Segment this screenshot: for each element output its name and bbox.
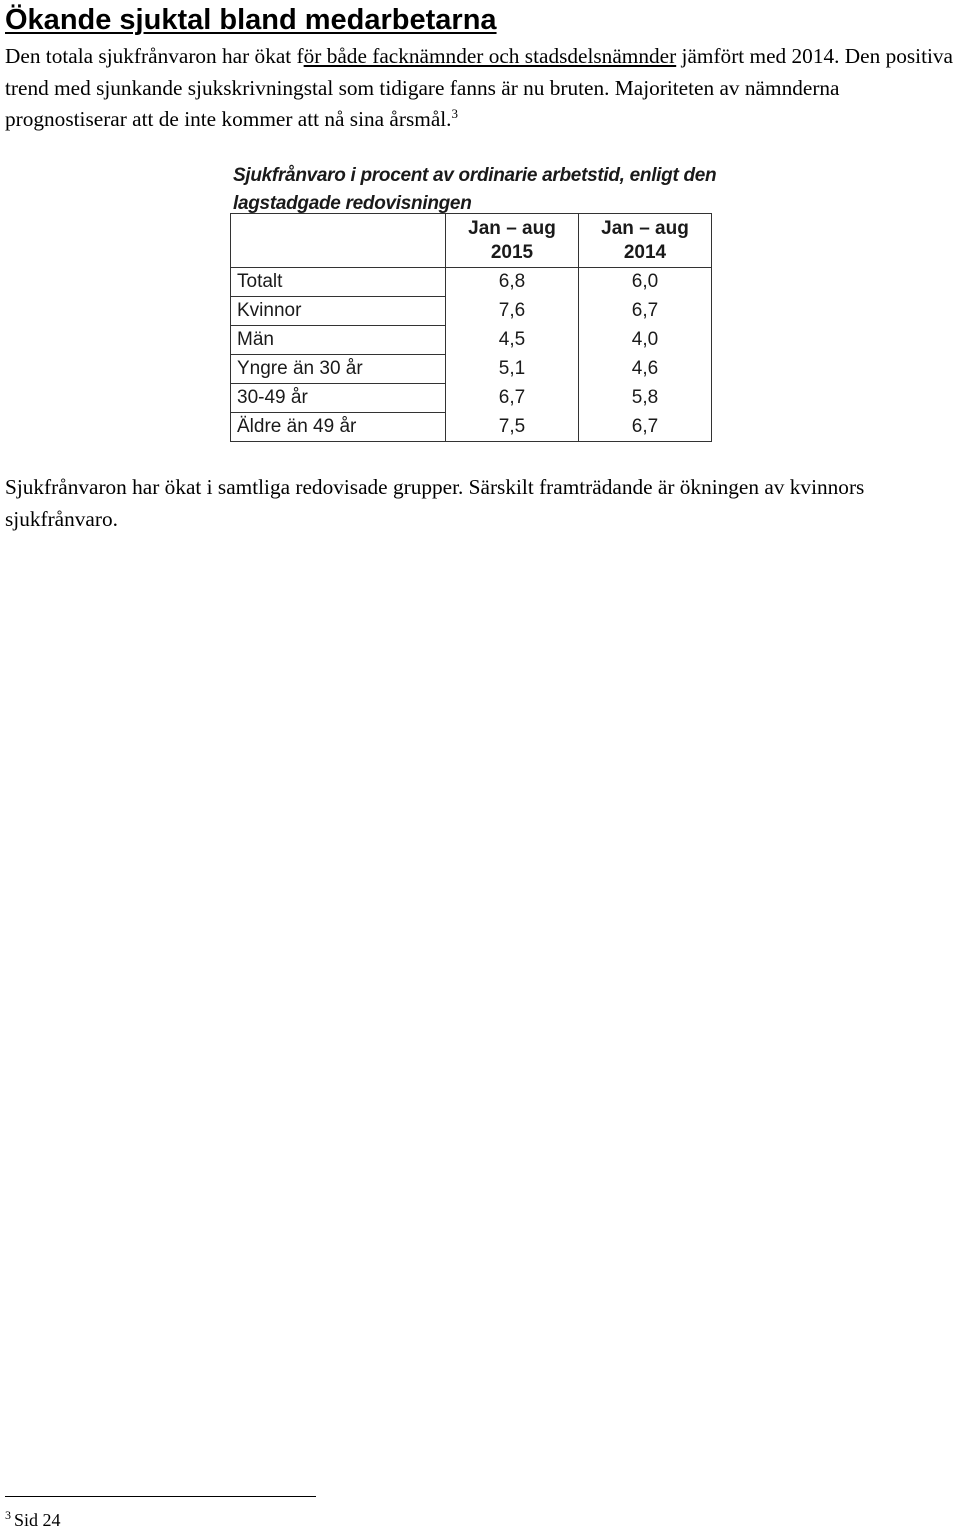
footnote-number: 3 [5,1508,11,1522]
row-label: 30-49 år [231,384,446,413]
value-2015: 5,1 [446,355,579,384]
header-empty-cell [231,214,446,268]
table-row [231,355,712,384]
header-col-2014-line1: Jan – aug [601,217,689,239]
footnote-text: Sid 24 [14,1510,61,1530]
value-2015: 6,8 [446,268,579,297]
footnote-divider [5,1496,316,1497]
header-col-2014-line2: 2014 [623,241,667,263]
table-row [231,413,712,442]
conclusion-paragraph: Sjukfrånvaron har ökat i samtliga redovisade grupper. Särskilt framträdande är ökningen av kvinnors sjukfrånvaro. [5,475,865,531]
table-header-row [231,214,712,268]
section-heading: Ökande sjuktal bland medarbetarna [5,4,497,36]
header-col-2015-line2: 2015 [490,241,534,263]
header-col-2015-line1: Jan – aug [468,217,556,239]
value-2014: 6,0 [579,268,712,297]
row-label: Äldre än 49 år [231,413,446,442]
row-label: Män [231,326,446,355]
value-2015: 4,5 [446,326,579,355]
intro-text-part2: jämfört med 2014. Den positiva trend med sjunkande sjukskrivningstal som tidigare fanns är nu bruten. Majoriteten av nämnderna prognostiserar att de inte kommer att nå sina årsmål. [5,44,954,131]
value-2014: 5,8 [579,384,712,413]
header-col-2014 [579,214,712,268]
value-2014: 4,0 [579,326,712,355]
intro-text-part1: Den totala sjukfrånvaron har ökat f [5,44,304,68]
sick-leave-table [230,213,712,442]
footnote [5,1508,61,1532]
table-title: Sjukfrånvaro i procent av ordinarie arbetstid, enligt den lagstadgade redovisningen [233,165,717,214]
table-row [231,384,712,413]
value-2015: 7,5 [446,413,579,442]
header-col-2015 [446,214,579,268]
value-2015: 7,6 [446,297,579,326]
value-2015: 6,7 [446,384,579,413]
value-2014: 6,7 [579,297,712,326]
row-label: Kvinnor [231,297,446,326]
row-label: Totalt [231,268,446,297]
table-row [231,297,712,326]
footnote-reference[interactable]: 3 [451,105,459,121]
table-row [231,268,712,297]
value-2014: 6,7 [579,413,712,442]
intro-paragraph [5,41,960,136]
table-row [231,326,712,355]
row-label: Yngre än 30 år [231,355,446,384]
intro-text-underlined: ör både facknämnder och stadsdelsnämnder [303,44,677,68]
value-2014: 4,6 [579,355,712,384]
